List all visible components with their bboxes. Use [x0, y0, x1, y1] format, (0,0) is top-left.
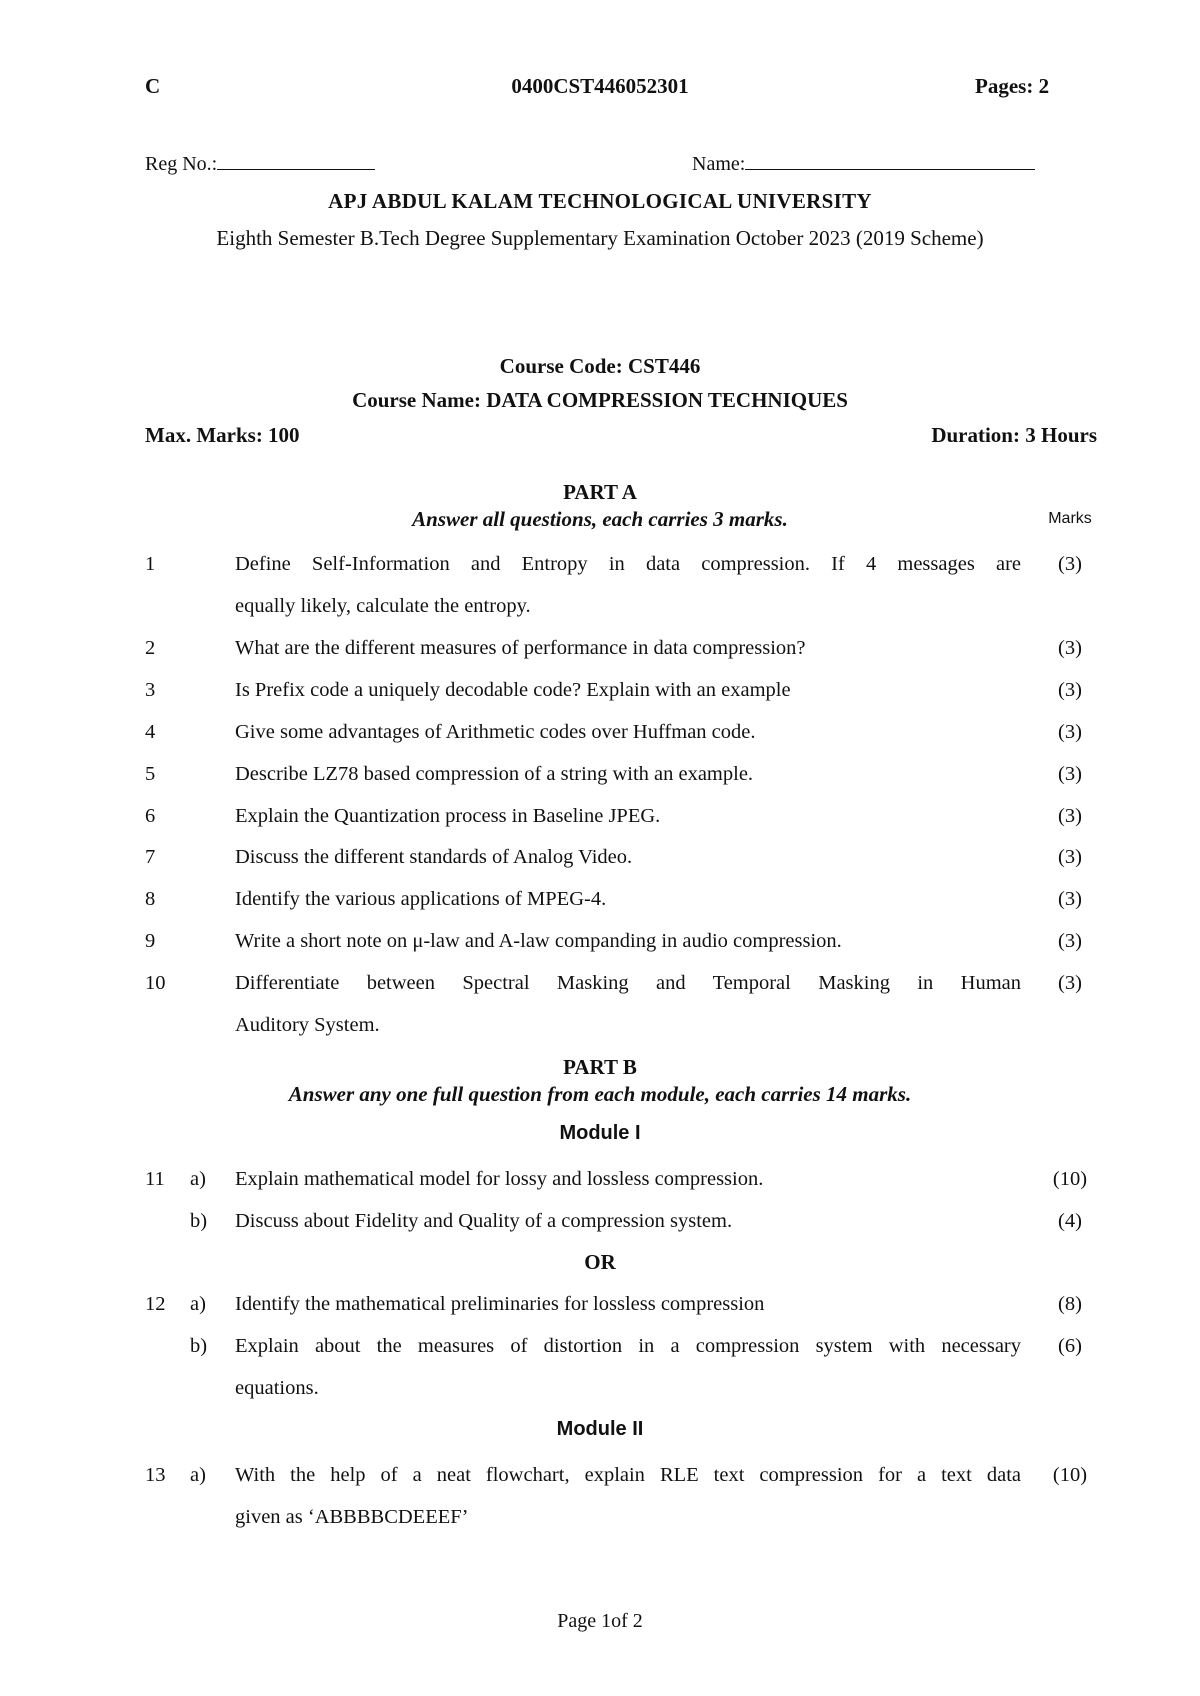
question-text: Differentiate between Spectral Masking and Temporal Masking in Human [235, 972, 1021, 994]
question-text-continued: equations. [235, 1377, 319, 1399]
question-text-continued: equally likely, calculate the entropy. [235, 595, 531, 617]
paper-code: 0400CST446052301 [511, 74, 689, 98]
paper-set-letter: C [145, 74, 161, 98]
page-footer: Page 1of 2 [557, 1610, 643, 1632]
question-marks: (8) [1058, 1293, 1082, 1315]
or-separator: OR [584, 1250, 616, 1274]
question-text: Define Self-Information and Entropy in data compression. If 4 messages are [235, 553, 1021, 575]
exam-title: Eighth Semester B.Tech Degree Supplementary Examination October 2023 (2019 Scheme) [216, 226, 984, 250]
question-text: With the help of a neat flowchart, explain RLE text compression for a text data [235, 1464, 1021, 1486]
part-b-instruction: Answer any one full question from each module, each carries 14 marks. [288, 1082, 912, 1106]
question-text: Explain mathematical model for lossy and lossless compression. [235, 1168, 764, 1190]
reg-no-field [145, 153, 375, 176]
question-text: Identify the mathematical preliminaries for lossless compression [235, 1293, 765, 1315]
question-marks: (3) [1058, 721, 1082, 743]
course-code: Course Code: CST446 [499, 354, 701, 378]
question-text: Explain about the measures of distortion in a compression system with necessary [235, 1335, 1021, 1357]
university-name: APJ ABDUL KALAM TECHNOLOGICAL UNIVERSITY [328, 189, 872, 213]
question-number: 12 [145, 1293, 166, 1315]
name-field [692, 153, 1035, 176]
course-name: Course Name: DATA COMPRESSION TECHNIQUES [352, 388, 848, 412]
question-marks: (3) [1058, 888, 1082, 910]
module-1-heading: Module I [559, 1122, 641, 1144]
question-number: 7 [145, 846, 156, 868]
question-number: 9 [145, 930, 156, 952]
question-number: 3 [145, 679, 156, 701]
part-a-instruction: Answer all questions, each carries 3 marks. [412, 507, 788, 531]
name-blank [745, 169, 1035, 170]
sub-question-label: a) [190, 1168, 206, 1190]
question-marks: (3) [1058, 930, 1082, 952]
question-text: Give some advantages of Arithmetic codes over Huffman code. [235, 721, 756, 743]
question-text-continued: Auditory System. [235, 1014, 380, 1036]
question-marks: (3) [1058, 972, 1082, 994]
page-count: Pages: 2 [975, 74, 1050, 98]
part-b-title: PART B [563, 1055, 637, 1079]
question-marks: (6) [1058, 1335, 1082, 1357]
question-text: What are the different measures of performance in data compression? [235, 637, 806, 659]
question-number: 8 [145, 888, 156, 910]
question-text: Explain the Quantization process in Baseline JPEG. [235, 805, 661, 827]
question-number: 2 [145, 637, 156, 659]
question-marks: (10) [1052, 1168, 1088, 1190]
question-marks: (3) [1058, 553, 1082, 575]
part-a-title: PART A [563, 480, 637, 504]
question-text: Describe LZ78 based compression of a string with an example. [235, 763, 754, 785]
reg-no-blank [217, 169, 375, 170]
duration: Duration: 3 Hours [931, 423, 1097, 447]
question-marks: (4) [1058, 1210, 1082, 1232]
question-number: 4 [145, 721, 156, 743]
marks-column-header: Marks [1048, 510, 1092, 527]
question-text: Discuss about Fidelity and Quality of a compression system. [235, 1210, 733, 1232]
sub-question-label: b) [190, 1335, 208, 1357]
question-text: Identify the various applications of MPEG-4. [235, 888, 607, 910]
question-text: Discuss the different standards of Analog Video. [235, 846, 633, 868]
question-number: 6 [145, 805, 156, 827]
module-2-heading: Module II [556, 1418, 644, 1440]
sub-question-label: b) [190, 1210, 208, 1232]
question-text: Is Prefix code a uniquely decodable code? Explain with an example [235, 679, 791, 701]
question-marks: (10) [1052, 1464, 1088, 1486]
question-number: 13 [145, 1464, 166, 1486]
sub-question-label: a) [190, 1464, 206, 1486]
question-number: 10 [145, 972, 166, 994]
question-text: Write a short note on μ-law and A-law companding in audio compression. [235, 930, 842, 952]
max-marks: Max. Marks: 100 [145, 423, 300, 447]
question-number: 11 [145, 1168, 165, 1190]
question-number: 5 [145, 763, 156, 785]
question-marks: (3) [1058, 763, 1082, 785]
reg-no-label: Reg No.: [145, 153, 218, 175]
name-label: Name: [692, 153, 746, 175]
question-number: 1 [145, 553, 156, 575]
question-marks: (3) [1058, 805, 1082, 827]
question-marks: (3) [1058, 637, 1082, 659]
question-text-continued: given as ‘ABBBBCDEEEF’ [235, 1506, 469, 1528]
question-marks: (3) [1058, 679, 1082, 701]
question-marks: (3) [1058, 846, 1082, 868]
sub-question-label: a) [190, 1293, 206, 1315]
